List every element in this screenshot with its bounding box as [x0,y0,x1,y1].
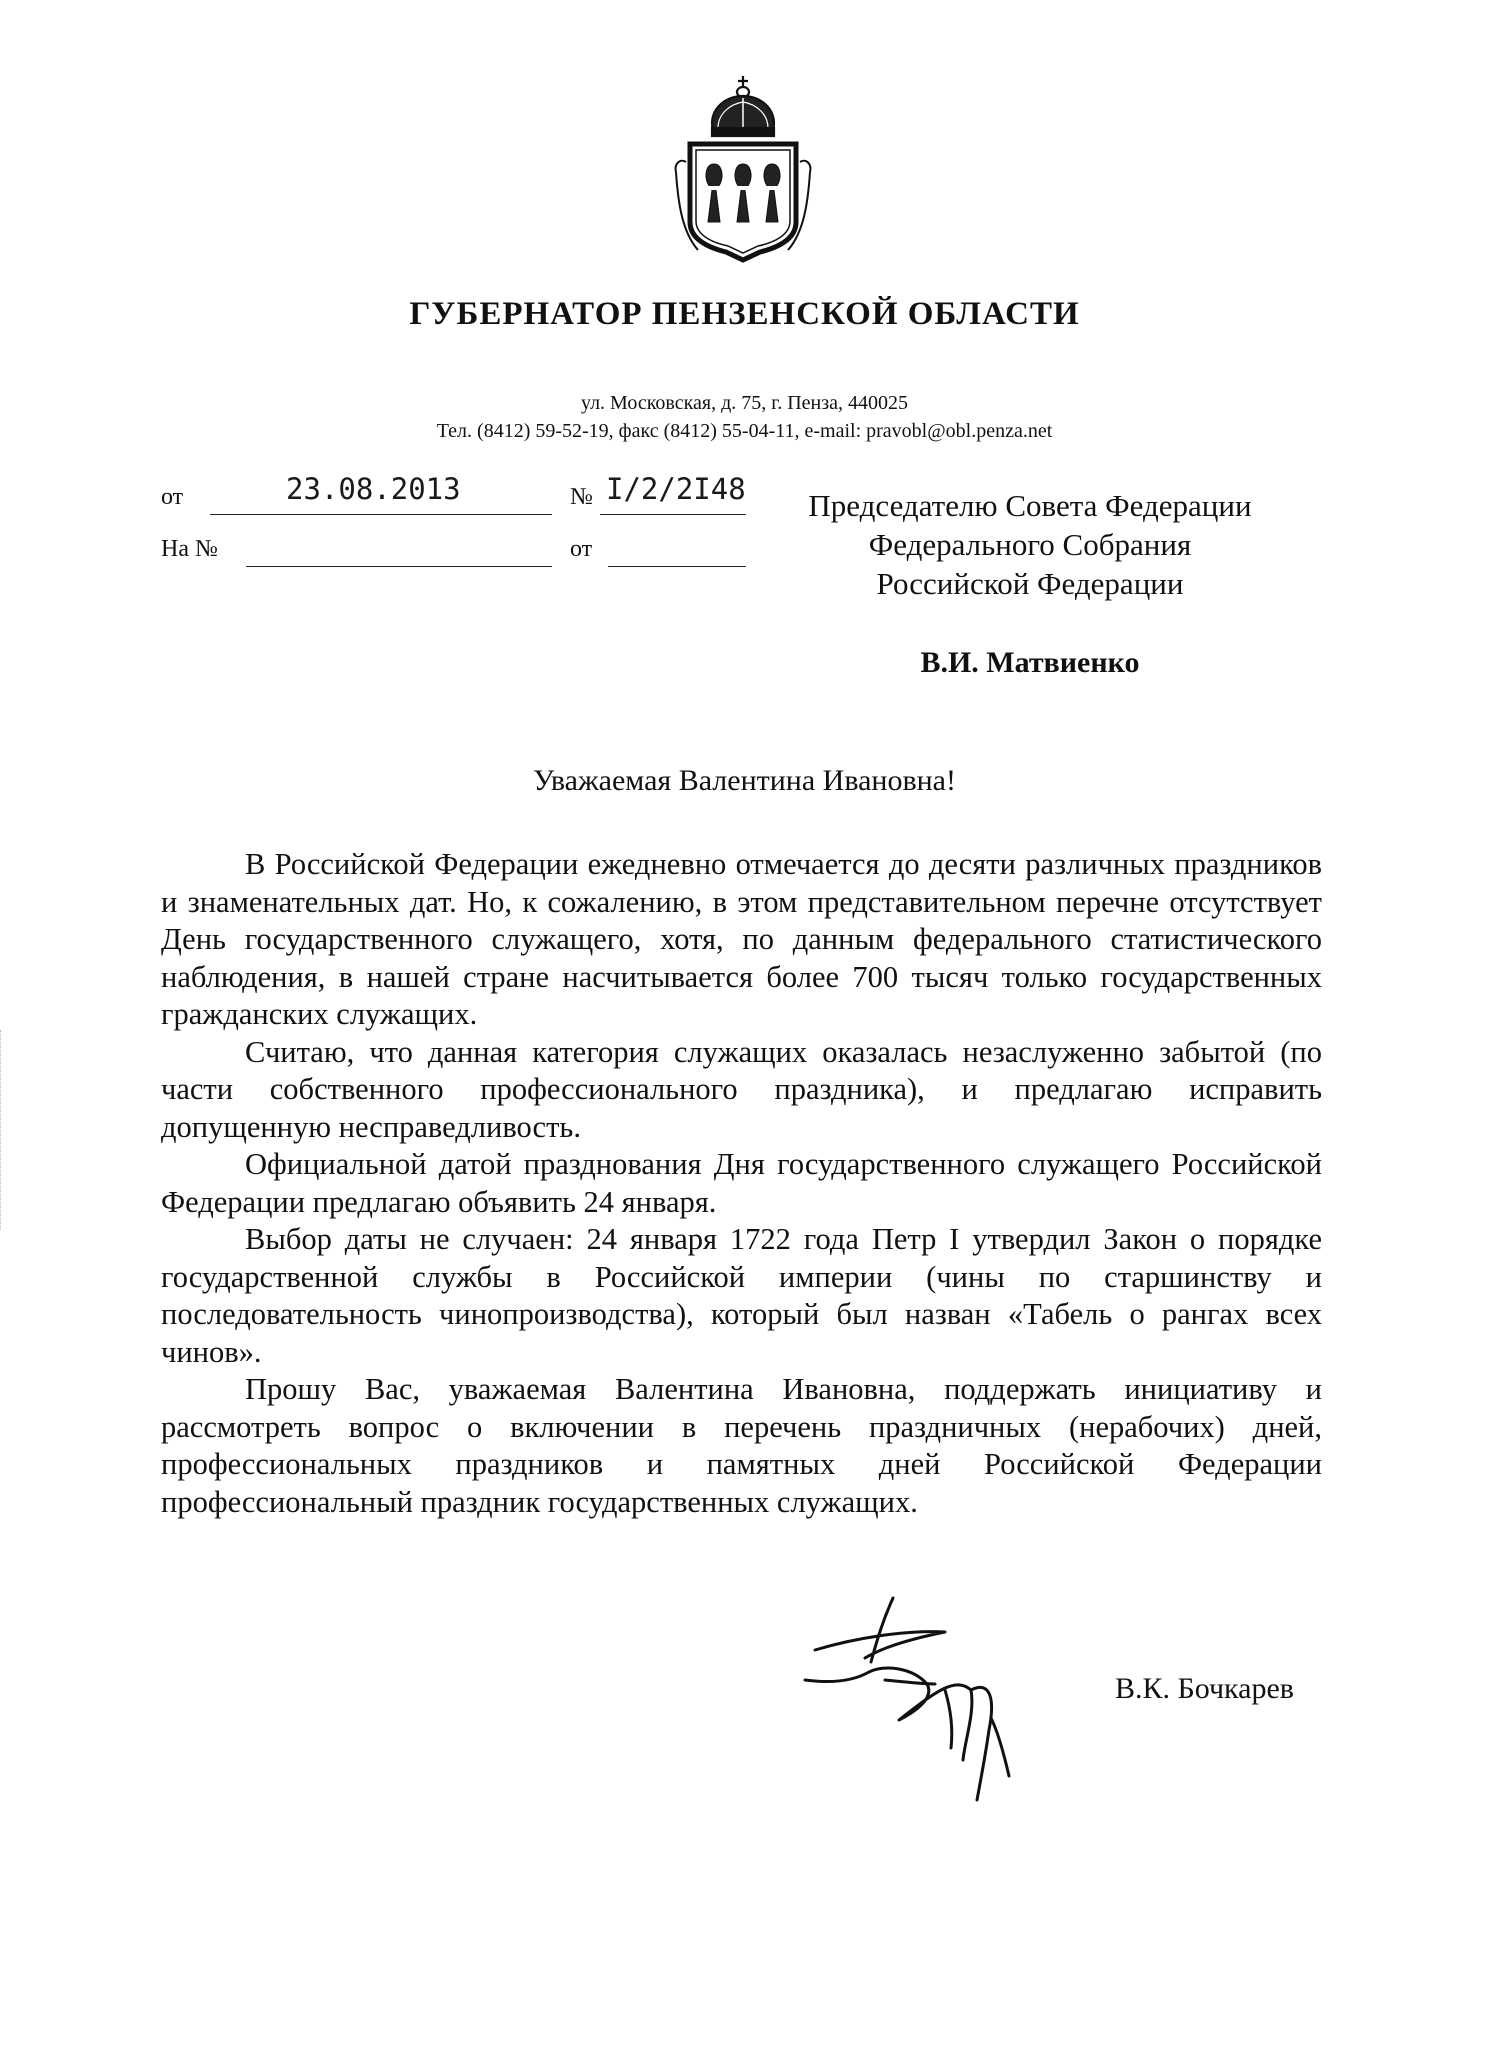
addressee-block [770,486,1290,603]
handwritten-signature [795,1580,1125,1805]
scan-edge-mark [0,1030,4,1230]
reply-number-line [246,566,552,567]
number-label: № [570,484,593,510]
address-line: ул. Московская, д. 75, г. Пенза, 440025 [580,392,909,414]
addressee-line: Федерального Собрания [868,527,1192,562]
reply-date-line [608,566,746,567]
body-paragraph: Прошу Вас, уважаемая Валентина Ивановна, поддержать инициативу и рассмотреть вопрос о включении в перечень праздничных (нерабочих) дней, профессиональных праздников и памятных дней Российской Федерации профессиональный праздник государственных служащих. [161,1372,1322,1519]
issuer-title: ГУБЕРНАТОР ПЕНЗЕНСКОЙ ОБЛАСТИ [409,296,1080,332]
body-paragraph: Официальной датой празднования Дня государственного служащего Российской Федерации предлагаю объявить 24 января. [161,1147,1322,1219]
body-paragraph: Выбор даты не случаен: 24 января 1722 года Петр I утвердил Закон о порядке государственной службы в Российской империи (чины по старшинству и последовательность чинопроизводства), который был назван «Табель о рангах всех чинов». [161,1222,1322,1369]
from-label: от [161,484,184,510]
date-value: 23.08.2013 [286,472,461,506]
letter-body [161,846,1322,1521]
reply-from-label: от [570,536,593,562]
number-line [600,514,746,515]
addressee-line: Председателю Совета Федерации [808,488,1252,523]
date-line [210,514,552,515]
reply-to-label: На № [161,536,218,562]
number-value: I/2/2I48 [606,472,746,506]
addressee-line: Российской Федерации [876,566,1184,601]
salutation: Уважаемая Валентина Ивановна! [533,764,956,797]
signer-name: В.К. Бочкарев [1115,1672,1294,1705]
addressee-name: В.И. Матвиенко [920,646,1140,679]
coat-of-arms-icon [668,72,818,267]
body-paragraph: Считаю, что данная категория служащих оказалась незаслуженно забытой (по части собственного профессионального праздника), и предлагаю исправить допущенную несправедливость. [161,1034,1322,1144]
body-paragraph: В Российской Федерации ежедневно отмечается до десяти различных праздников и знаменательных дат. Но, к сожалению, в этом представительном перечне отсутствует День государственного служащего, хотя, по данным федерального статистического наблюдения, в нашей стране насчитывается более 700 тысяч только государственных гражданских служащих. [161,847,1322,1031]
contacts-line: Тел. (8412) 59-52-19, факс (8412) 55-04-11, e-mail: pravobl@obl.penza.net [436,420,1053,442]
